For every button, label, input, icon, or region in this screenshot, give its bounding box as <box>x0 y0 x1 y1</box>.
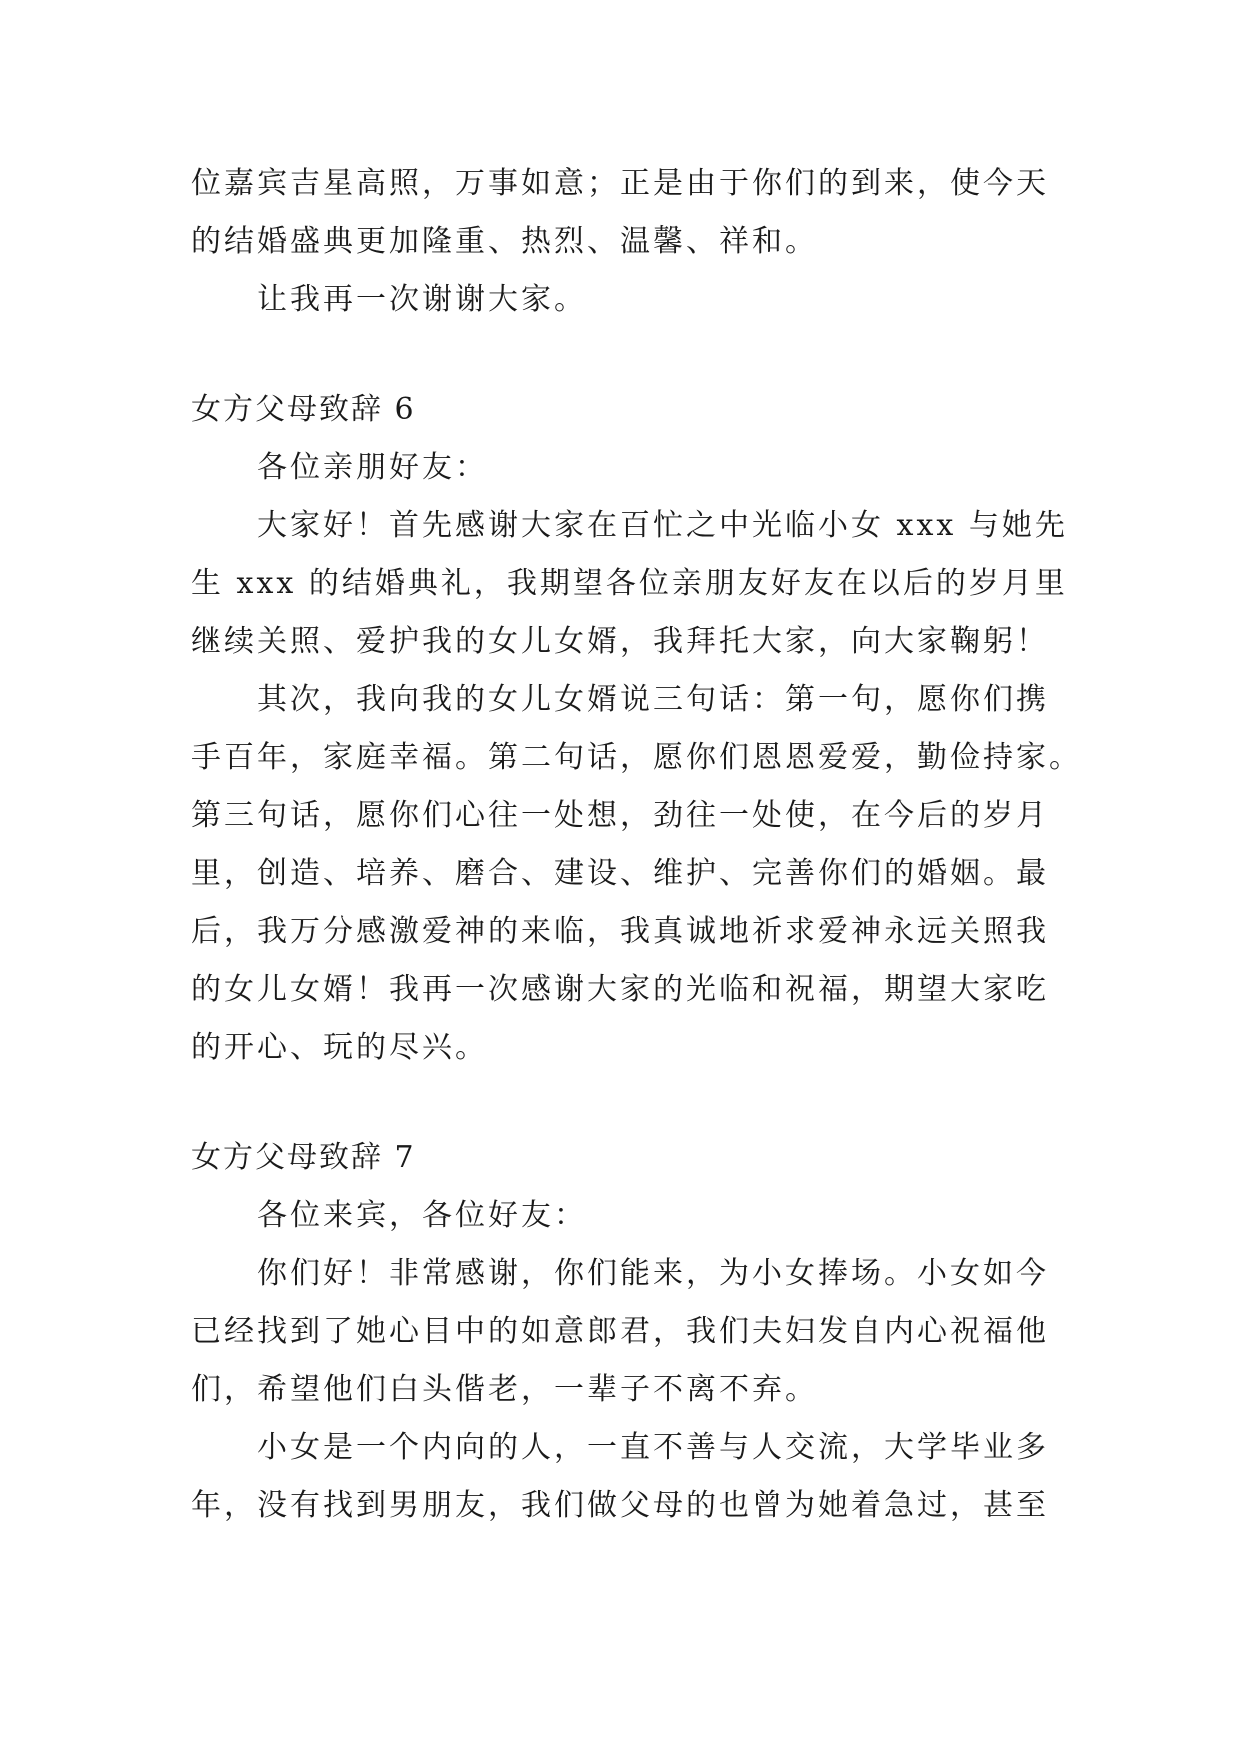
document-body <box>191 155 1082 1535</box>
paragraph-line: 已经找到了她心目中的如意郎君，我们夫妇发自内心祝福他 <box>191 1314 1049 1349</box>
paragraph-line: 后，我万分感激爱神的来临，我真诚地祈求爱神永远关照我 <box>191 914 1049 949</box>
paragraph-line: 们，希望他们白头偕老，一辈子不离不弃。 <box>191 1372 818 1407</box>
salutation: 各位亲朋好友： <box>257 450 488 485</box>
paragraph-line: 小女是一个内向的人，一直不善与人交流，大学毕业多 <box>257 1430 1049 1465</box>
paragraph-line: 的开心、玩的尽兴。 <box>191 1030 488 1065</box>
paragraph-line: 的女儿女婿！我再一次感谢大家的光临和祝福，期望大家吃 <box>191 972 1049 1007</box>
paragraph-line: 其次，我向我的女儿女婿说三句话：第一句，愿你们携 <box>257 682 1049 717</box>
paragraph-line: 位嘉宾吉星高照，万事如意；正是由于你们的到来，使今天 <box>191 166 1049 201</box>
section-gap <box>191 329 1051 381</box>
paragraph-line: 生 xxx 的结婚典礼，我期望各位亲朋友好友在以后的岁月里 <box>191 566 1068 601</box>
section-heading: 女方父母致辞 6 <box>191 392 416 427</box>
paragraph-line: 的结婚盛典更加隆重、热烈、温馨、祥和。 <box>191 224 818 259</box>
paragraph-line: 让我再一次谢谢大家。 <box>257 282 587 317</box>
section-heading: 女方父母致辞 7 <box>191 1140 416 1175</box>
paragraph-line: 继续关照、爱护我的女儿女婿，我拜托大家，向大家鞠躬！ <box>191 624 1049 659</box>
paragraph-line: 你们好！非常感谢，你们能来，为小女捧场。小女如今 <box>257 1256 1049 1291</box>
paragraph-line: 第三句话，愿你们心往一处想，劲往一处使，在今后的岁月 <box>191 798 1049 833</box>
paragraph-line: 大家好！首先感谢大家在百忙之中光临小女 xxx 与她先 <box>257 508 1068 543</box>
salutation: 各位来宾，各位好友： <box>257 1198 587 1233</box>
paragraph-line: 手百年，家庭幸福。第二句话，愿你们恩恩爱爱，勤俭持家。 <box>191 740 1082 775</box>
paragraph-line: 里，创造、培养、磨合、建设、维护、完善你们的婚姻。最 <box>191 856 1049 891</box>
section-gap <box>191 1077 1051 1129</box>
paragraph-line: 年，没有找到男朋友，我们做父母的也曾为她着急过，甚至 <box>191 1488 1049 1523</box>
